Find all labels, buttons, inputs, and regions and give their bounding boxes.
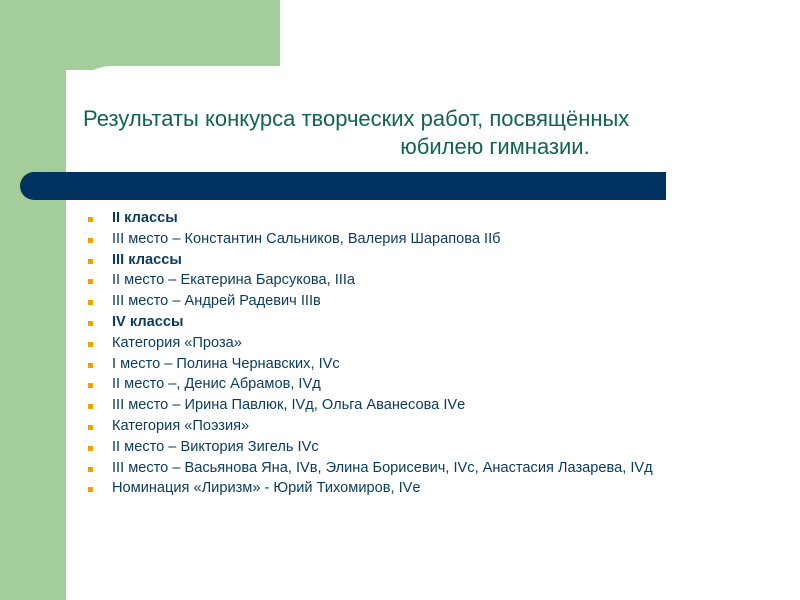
list-item	[88, 416, 748, 437]
list-item	[88, 354, 748, 375]
title-divider-bar	[20, 172, 666, 200]
square-bullet-icon	[88, 467, 93, 472]
left-accent-band	[0, 0, 66, 600]
results-list	[88, 208, 748, 499]
section-heading-item	[88, 208, 748, 229]
list-item	[88, 395, 748, 416]
section-heading-item	[88, 250, 748, 271]
list-item-text: Номинация «Лиризм» - Юрий Тихомиров, IVе	[112, 480, 421, 497]
list-item-text: III место – Васьянова Яна, IVв, Элина Борисевич, IVс, Анастасия Лазарева, IVд	[112, 459, 653, 476]
list-item-text: II место –, Денис Абрамов, IVд	[112, 376, 321, 393]
square-bullet-icon	[88, 217, 93, 222]
list-item-text: II классы	[112, 210, 178, 226]
square-bullet-icon	[88, 383, 93, 388]
list-item-text: Категория «Поэзия»	[112, 417, 250, 434]
list-item	[88, 478, 748, 499]
list-item-text: Категория «Проза»	[112, 334, 242, 351]
list-item	[88, 333, 748, 354]
list-item	[88, 437, 748, 458]
square-bullet-icon	[88, 425, 93, 430]
list-item	[88, 374, 748, 395]
list-item-text: IV классы	[112, 313, 184, 330]
square-bullet-icon	[88, 279, 93, 284]
list-item-text: III классы	[112, 251, 182, 268]
list-item	[88, 291, 748, 312]
square-bullet-icon	[88, 300, 93, 305]
list-item	[88, 229, 748, 250]
square-bullet-icon	[88, 404, 93, 409]
square-bullet-icon	[88, 259, 93, 264]
square-bullet-icon	[88, 321, 93, 326]
square-bullet-icon	[88, 446, 93, 451]
square-bullet-icon	[88, 342, 93, 347]
list-item-text: II место – Виктория Зигель IVс	[112, 438, 319, 455]
list-item-text: I место – Полина Чернавских, IVс	[112, 355, 340, 372]
square-bullet-icon	[88, 487, 93, 492]
square-bullet-icon	[88, 363, 93, 368]
top-accent-block	[66, 0, 280, 70]
slide-title-line-2: юбилею гимназии.	[400, 134, 590, 159]
list-item-text: II место – Екатерина Барсукова, IIIа	[112, 272, 356, 289]
list-item-text: III место – Андрей Радевич IIIв	[112, 293, 321, 310]
list-item-text: III место – Ирина Павлюк, IVд, Ольга Аванесова IVе	[112, 397, 466, 414]
results-list-container	[88, 208, 748, 499]
section-heading-item	[88, 312, 748, 333]
list-item	[88, 458, 748, 479]
list-item	[88, 270, 748, 291]
list-item-text: III место – Константин Сальников, Валерия Шарапова IIб	[112, 230, 501, 247]
slide-title-line-1: Результаты конкурса творческих работ, посвящённых	[83, 106, 630, 131]
square-bullet-icon	[88, 238, 93, 243]
slide-title	[80, 105, 750, 161]
